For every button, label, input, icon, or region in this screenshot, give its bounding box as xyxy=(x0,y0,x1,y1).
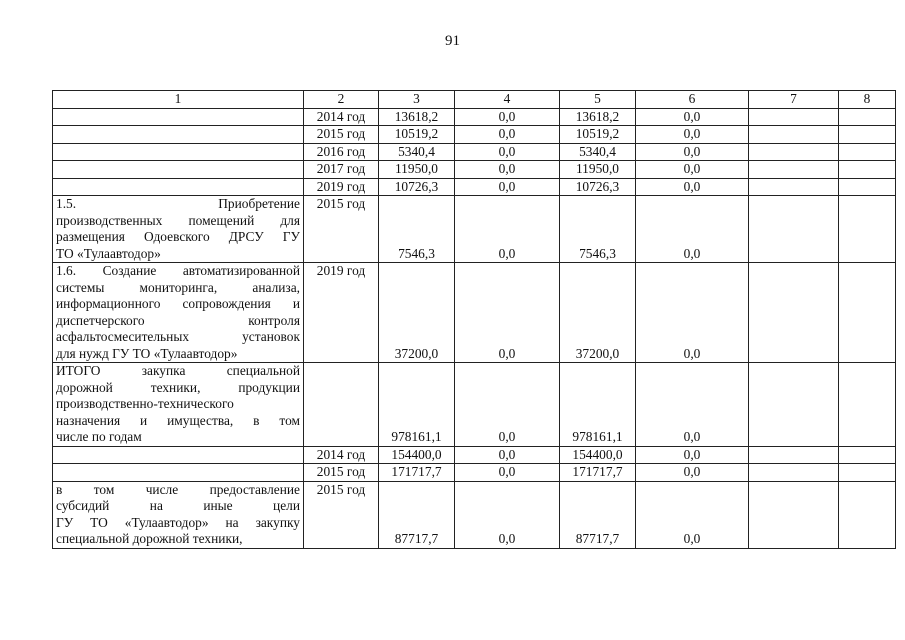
description-line: ИТОГО закупка специальной xyxy=(56,363,300,378)
empty-cell-c8 xyxy=(839,263,896,363)
table-row xyxy=(53,464,896,482)
value-cell-c4: 0,0 xyxy=(455,481,560,548)
value-cell-c3: 978161,1 xyxy=(379,363,455,447)
table-row xyxy=(53,178,896,196)
empty-cell-c7 xyxy=(749,126,839,144)
value-cell-c5: 171717,7 xyxy=(560,464,636,482)
description-line: системы мониторинга, анализа, xyxy=(56,279,300,295)
header-cell: 6 xyxy=(636,91,749,109)
empty-cell-c7 xyxy=(749,108,839,126)
description-line: производственных помещений для xyxy=(56,212,300,228)
value-cell-c4: 0,0 xyxy=(455,178,560,196)
header-cell: 2 xyxy=(304,91,379,109)
description-line: размещения Одоевского ДРСУ ГУ xyxy=(56,229,300,244)
value-cell-c3: 171717,7 xyxy=(379,464,455,482)
header-cell: 3 xyxy=(379,91,455,109)
value-cell-c4: 0,0 xyxy=(455,126,560,144)
table-row xyxy=(53,263,896,363)
description-line: дорожной техники, продукции xyxy=(56,379,300,395)
value-cell-c5: 978161,1 xyxy=(560,363,636,447)
year-cell: 2019 год xyxy=(304,263,379,363)
description-cell xyxy=(53,143,304,161)
value-cell-c5: 87717,7 xyxy=(560,481,636,548)
description-line: 1.6. Создание автоматизированной xyxy=(56,263,300,278)
table-row xyxy=(53,481,896,548)
year-cell: 2019 год xyxy=(304,178,379,196)
table-row xyxy=(53,126,896,144)
header-cell: 1 xyxy=(53,91,304,109)
description-cell xyxy=(53,481,304,548)
header-cell: 4 xyxy=(455,91,560,109)
value-cell-c3: 5340,4 xyxy=(379,143,455,161)
description-line: ТО «Тулаавтодор» xyxy=(56,245,161,261)
description-line: асфальтосмесительных установок xyxy=(56,329,300,344)
description-line: производственно-технического xyxy=(56,396,234,411)
year-cell: 2015 год xyxy=(304,126,379,144)
value-cell-c3: 13618,2 xyxy=(379,108,455,126)
description-cell xyxy=(53,196,304,263)
value-cell-c4: 0,0 xyxy=(455,161,560,179)
header-cell: 8 xyxy=(839,91,896,109)
description-cell xyxy=(53,108,304,126)
empty-cell-c7 xyxy=(749,363,839,447)
value-cell-c5: 154400,0 xyxy=(560,446,636,464)
table-row xyxy=(53,143,896,161)
description-line: специальной дорожной техники, xyxy=(56,531,243,546)
description-cell xyxy=(53,126,304,144)
table-row xyxy=(53,108,896,126)
empty-cell-c8 xyxy=(839,143,896,161)
value-cell-c3: 37200,0 xyxy=(379,263,455,363)
value-cell-c5: 13618,2 xyxy=(560,108,636,126)
value-cell-c6: 0,0 xyxy=(636,464,749,482)
year-cell: 2015 год xyxy=(304,196,379,263)
value-cell-c6: 0,0 xyxy=(636,196,749,263)
year-cell: 2016 год xyxy=(304,143,379,161)
description-line: субсидий на иные цели xyxy=(56,498,300,513)
value-cell-c6: 0,0 xyxy=(636,108,749,126)
empty-cell-c7 xyxy=(749,161,839,179)
empty-cell-c7 xyxy=(749,178,839,196)
year-cell: 2014 год xyxy=(304,446,379,464)
value-cell-c5: 11950,0 xyxy=(560,161,636,179)
value-cell-c6: 0,0 xyxy=(636,178,749,196)
header-cell: 5 xyxy=(560,91,636,109)
description-cell xyxy=(53,446,304,464)
empty-cell-c8 xyxy=(839,363,896,447)
year-cell: 2017 год xyxy=(304,161,379,179)
description-line: для нужд ГУ ТО «Тулаавтодор» xyxy=(56,345,238,361)
empty-cell-c8 xyxy=(839,464,896,482)
empty-cell-c8 xyxy=(839,196,896,263)
description-cell xyxy=(53,263,304,363)
description-line: информационного сопровождения и xyxy=(56,296,300,311)
value-cell-c4: 0,0 xyxy=(455,464,560,482)
value-cell-c6: 0,0 xyxy=(636,363,749,447)
value-cell-c4: 0,0 xyxy=(455,446,560,464)
header-cell: 7 xyxy=(749,91,839,109)
empty-cell-c7 xyxy=(749,464,839,482)
value-cell-c5: 10519,2 xyxy=(560,126,636,144)
description-cell xyxy=(53,464,304,482)
description-line: числе по годам xyxy=(56,429,142,444)
value-cell-c4: 0,0 xyxy=(455,108,560,126)
empty-cell-c7 xyxy=(749,481,839,548)
value-cell-c6: 0,0 xyxy=(636,143,749,161)
value-cell-c6: 0,0 xyxy=(636,481,749,548)
empty-cell-c8 xyxy=(839,108,896,126)
description-line: ГУ ТО «Тулаавтодор» на закупку xyxy=(56,514,300,530)
value-cell-c5: 10726,3 xyxy=(560,178,636,196)
empty-cell-c7 xyxy=(749,263,839,363)
description-line: в том числе предоставление xyxy=(56,481,300,497)
value-cell-c6: 0,0 xyxy=(636,263,749,363)
table-row xyxy=(53,161,896,179)
value-cell-c6: 0,0 xyxy=(636,446,749,464)
empty-cell-c8 xyxy=(839,126,896,144)
value-cell-c3: 154400,0 xyxy=(379,446,455,464)
description-cell xyxy=(53,161,304,179)
empty-cell-c8 xyxy=(839,481,896,548)
value-cell-c4: 0,0 xyxy=(455,363,560,447)
table-row xyxy=(53,196,896,263)
value-cell-c5: 5340,4 xyxy=(560,143,636,161)
empty-cell-c7 xyxy=(749,196,839,263)
value-cell-c4: 0,0 xyxy=(455,196,560,263)
description-line: диспетчерского контроля xyxy=(56,312,300,328)
empty-cell-c7 xyxy=(749,143,839,161)
year-cell xyxy=(304,363,379,447)
description-line: 1.5. Приобретение xyxy=(56,196,300,211)
value-cell-c5: 7546,3 xyxy=(560,196,636,263)
empty-cell-c7 xyxy=(749,446,839,464)
value-cell-c5: 37200,0 xyxy=(560,263,636,363)
year-cell: 2014 год xyxy=(304,108,379,126)
value-cell-c6: 0,0 xyxy=(636,161,749,179)
budget-table xyxy=(52,90,896,549)
table-row xyxy=(53,363,896,447)
year-cell: 2015 год xyxy=(304,464,379,482)
value-cell-c3: 7546,3 xyxy=(379,196,455,263)
value-cell-c6: 0,0 xyxy=(636,126,749,144)
value-cell-c3: 11950,0 xyxy=(379,161,455,179)
value-cell-c4: 0,0 xyxy=(455,143,560,161)
value-cell-c4: 0,0 xyxy=(455,263,560,363)
table-row xyxy=(53,446,896,464)
description-cell xyxy=(53,363,304,447)
value-cell-c3: 10726,3 xyxy=(379,178,455,196)
page-number: 91 xyxy=(445,33,460,49)
year-cell: 2015 год xyxy=(304,481,379,548)
value-cell-c3: 10519,2 xyxy=(379,126,455,144)
description-line: назначения и имущества, в том xyxy=(56,412,300,428)
empty-cell-c8 xyxy=(839,446,896,464)
description-cell xyxy=(53,178,304,196)
empty-cell-c8 xyxy=(839,178,896,196)
value-cell-c3: 87717,7 xyxy=(379,481,455,548)
empty-cell-c8 xyxy=(839,161,896,179)
header-row xyxy=(53,91,896,109)
